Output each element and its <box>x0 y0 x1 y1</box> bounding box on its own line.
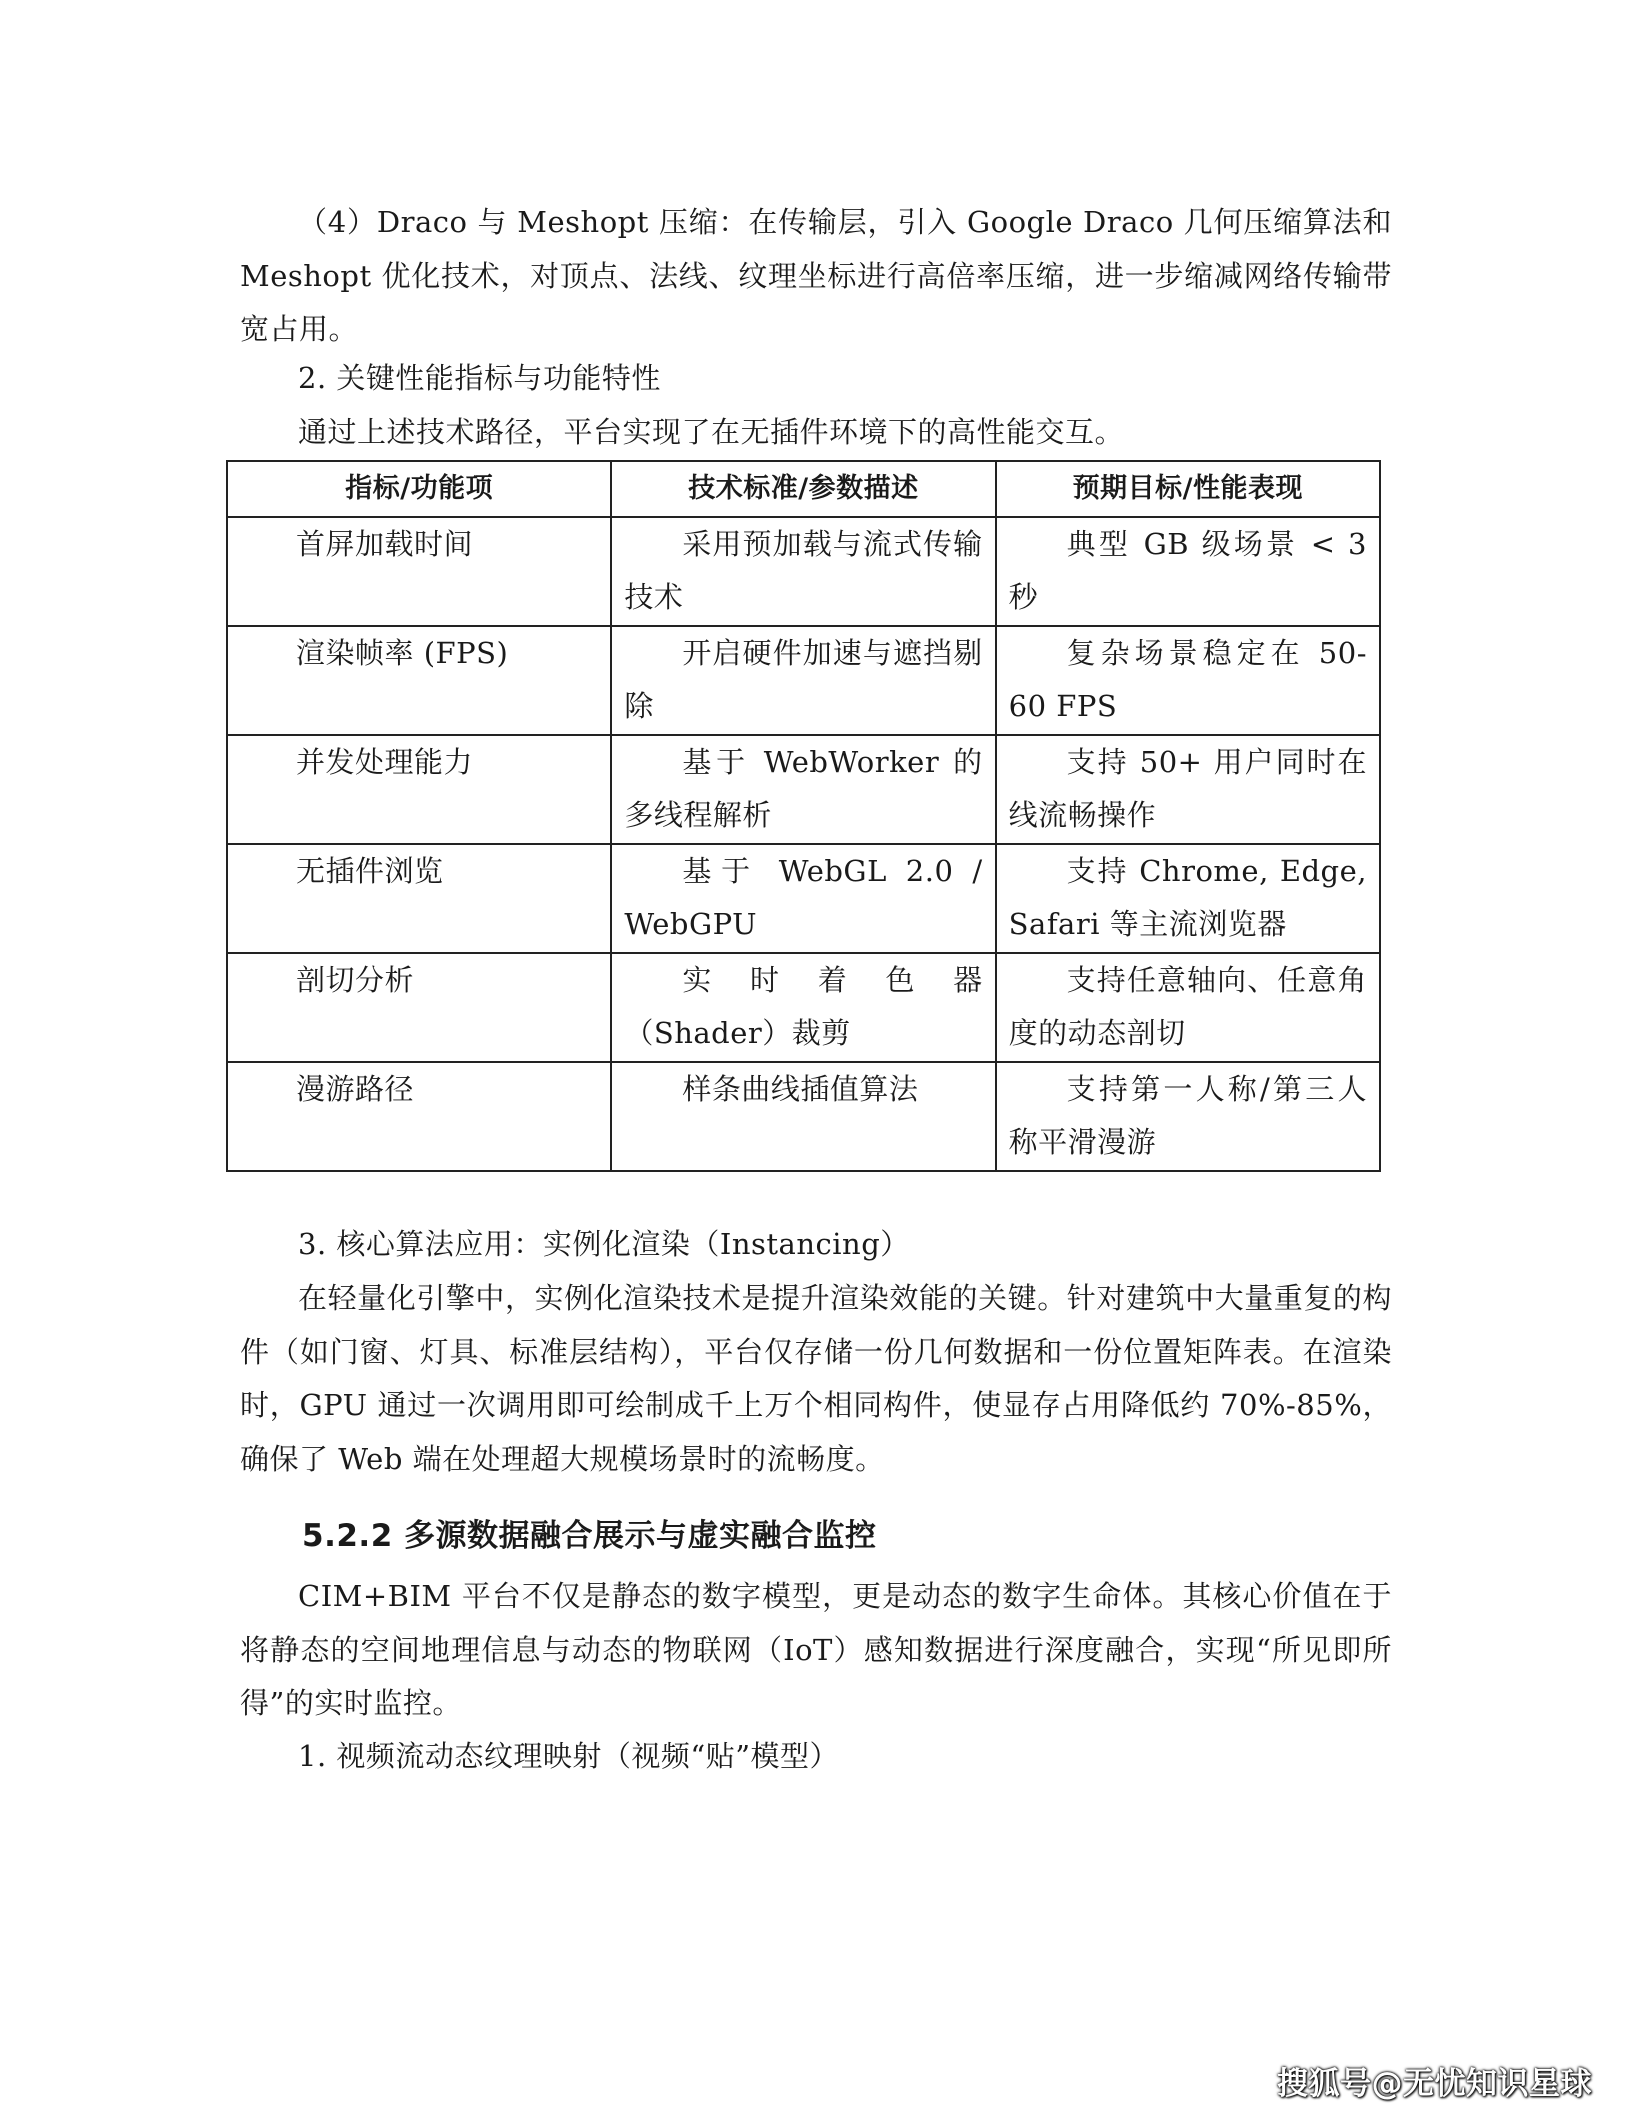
table-header-cell: 指标/功能项 <box>227 461 611 517</box>
table-row <box>227 844 1380 953</box>
table-cell-standard: 开启硬件加速与遮挡剔除 <box>611 626 995 735</box>
table-header-cell: 预期目标/性能表现 <box>996 461 1380 517</box>
table-cell-target: 典型 GB 级场景 < 3 秒 <box>996 517 1380 626</box>
heading-instancing: 3. 核心算法应用：实例化渲染（Instancing） <box>298 1227 910 1261</box>
paragraph-cim-bim: CIM+BIM 平台不仅是静态的数字模型，更是动态的数字生命体。其核心价值在于将静态的空间地理信息与动态的物联网（IoT）感知数据进行深度融合，实现“所见即所得”的实时监控。 <box>240 1579 1392 1720</box>
section-heading: 5.2.2 多源数据融合展示与虚实融合监控 <box>302 1518 877 1554</box>
table-row <box>227 953 1380 1062</box>
table-header-row <box>227 461 1380 517</box>
performance-table <box>226 460 1381 1172</box>
watermark: 搜狐号@无忧知识星球 <box>1277 2066 1592 2102</box>
table-cell-metric: 漫游路径 <box>227 1062 611 1171</box>
table-cell-target: 支持 Chrome, Edge, Safari 等主流浏览器 <box>996 844 1380 953</box>
table-row <box>227 626 1380 735</box>
table-cell-metric: 并发处理能力 <box>227 735 611 844</box>
table-cell-metric: 无插件浏览 <box>227 844 611 953</box>
table-cell-standard: 实时着色器（Shader）裁剪 <box>611 953 995 1062</box>
paragraph-kpi-intro: 通过上述技术路径，平台实现了在无插件环境下的高性能交互。 <box>298 415 1125 449</box>
table-header-cell: 技术标准/参数描述 <box>611 461 995 517</box>
table-cell-metric: 剖切分析 <box>227 953 611 1062</box>
table-cell-target: 支持 50+ 用户同时在线流畅操作 <box>996 735 1380 844</box>
table-cell-target: 复杂场景稳定在 50-60 FPS <box>996 626 1380 735</box>
table-cell-standard: 采用预加载与流式传输技术 <box>611 517 995 626</box>
table-cell-metric: 渲染帧率 (FPS) <box>227 626 611 735</box>
table-row <box>227 1062 1380 1171</box>
table-cell-target: 支持任意轴向、任意角度的动态剖切 <box>996 953 1380 1062</box>
table-cell-standard: 基于 WebGL 2.0 / WebGPU <box>611 844 995 953</box>
table-cell-standard: 基于 WebWorker 的多线程解析 <box>611 735 995 844</box>
paragraph-instancing: 在轻量化引擎中，实例化渲染技术是提升渲染效能的关键。针对建筑中大量重复的构件（如门窗、灯具、标准层结构），平台仅存储一份几何数据和一份位置矩阵表。在渲染时，GPU 通过一次调用即可绘制成千上万个相同构件，使显存占用降低约 70%-85%，确保了 Web 端在处理超大规模场景时的流畅度。 <box>240 1281 1392 1476</box>
paragraph-draco-meshopt: （4）Draco 与 Meshopt 压缩：在传输层，引入 Google Draco 几何压缩算法和 Meshopt 优化技术，对顶点、法线、纹理坐标进行高倍率压缩，进一步缩减网络传输带宽占用。 <box>240 205 1392 346</box>
heading-kpi: 2. 关键性能指标与功能特性 <box>298 361 661 395</box>
heading-video-texture: 1. 视频流动态纹理映射（视频“贴”模型） <box>298 1739 840 1773</box>
table-cell-target: 支持第一人称/第三人称平滑漫游 <box>996 1062 1380 1171</box>
table-row <box>227 517 1380 626</box>
table-cell-standard: 样条曲线插值算法 <box>611 1062 995 1171</box>
table-row <box>227 735 1380 844</box>
table-cell-metric: 首屏加载时间 <box>227 517 611 626</box>
